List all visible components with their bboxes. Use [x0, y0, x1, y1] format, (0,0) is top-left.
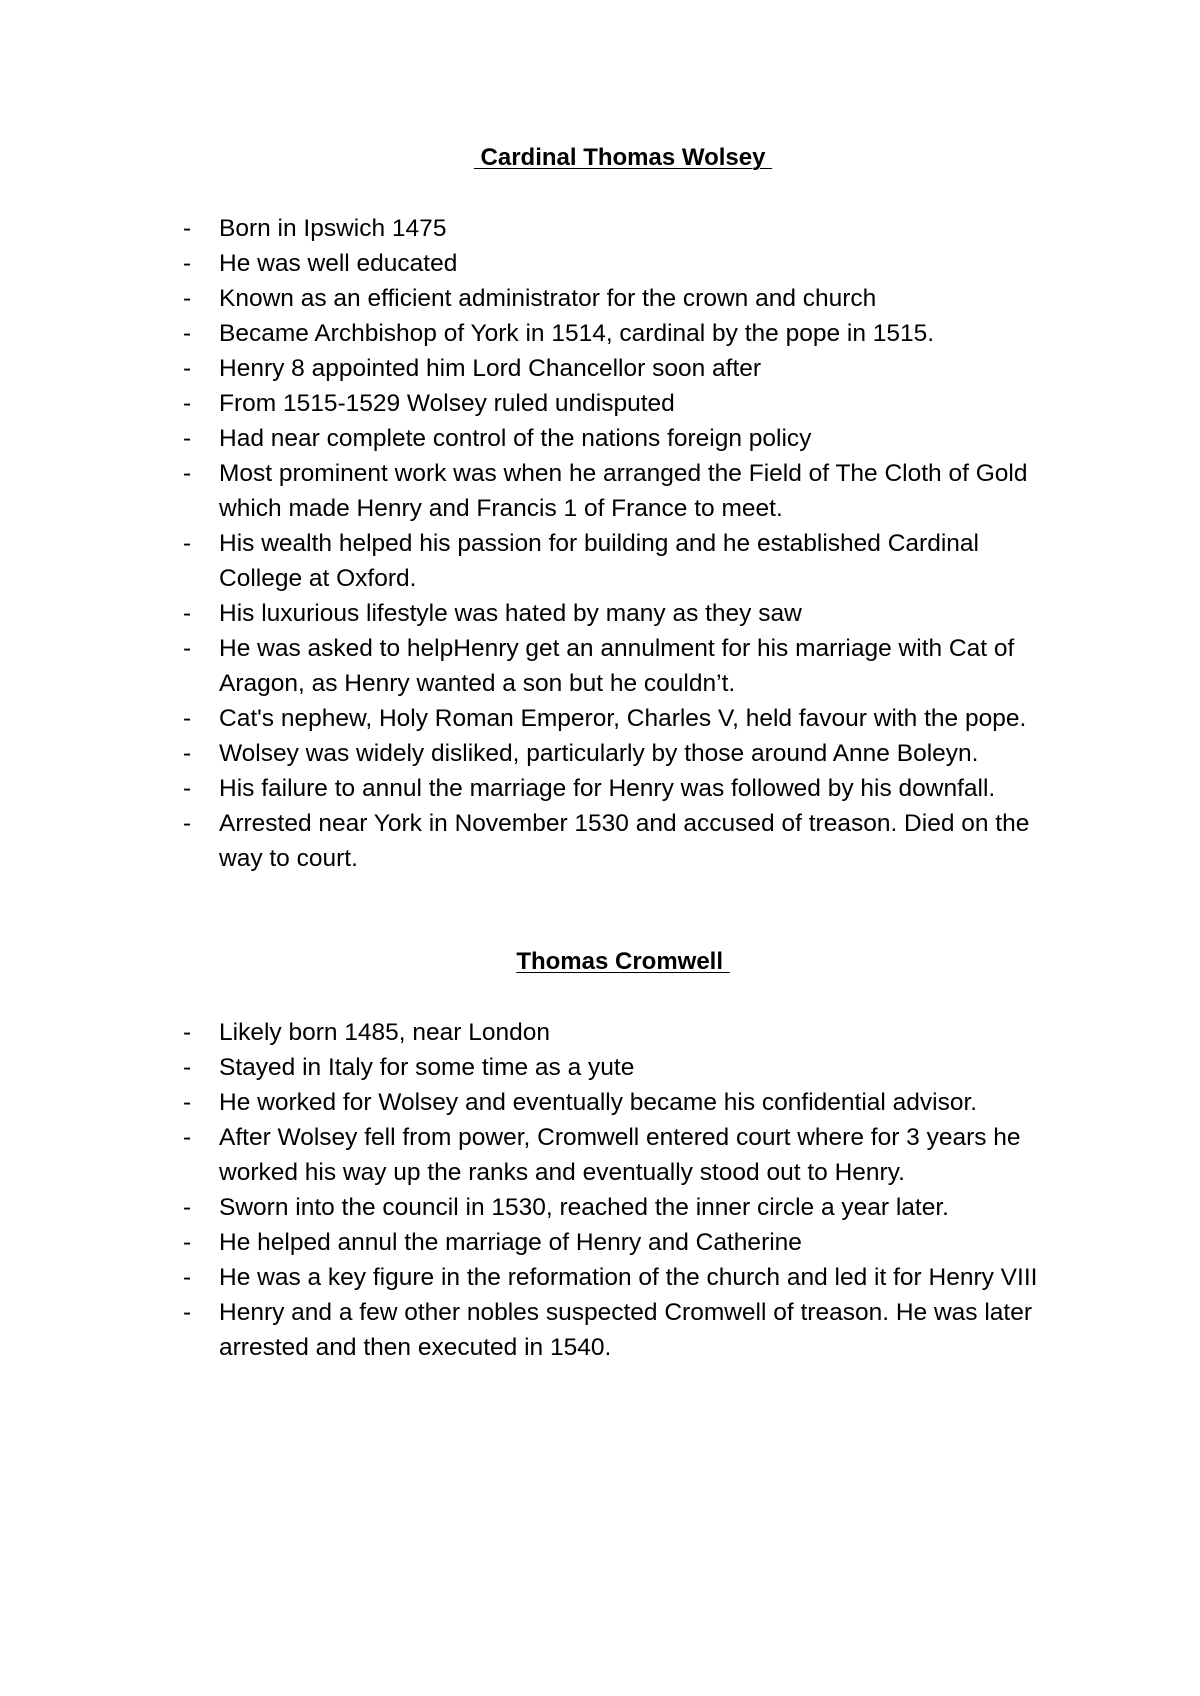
bullet-dash: -: [183, 1264, 192, 1291]
bullet-text: Known as an efficient administrator for the crown and church: [219, 285, 877, 312]
bullet-text: Wolsey was widely disliked, particularly by those around Anne Boleyn.: [219, 740, 979, 767]
bullet-item: [183, 1260, 1063, 1295]
bullet-text: Most prominent work was when he arranged the Field of The Cloth of Gold which made Henry and Francis 1 of France to meet.: [219, 460, 1028, 522]
bullet-text: Henry 8 appointed him Lord Chancellor soon after: [219, 355, 762, 382]
bullet-text: He helped annul the marriage of Henry and Catherine: [219, 1229, 802, 1256]
bullet-dash: -: [183, 425, 192, 452]
bullet-list: [183, 211, 1063, 876]
bullet-item: [183, 281, 1063, 316]
bullet-dash: -: [183, 460, 192, 487]
bullet-text: After Wolsey fell from power, Cromwell entered court where for 3 years he worked his way up the ranks and eventually stood out to Henry.: [219, 1124, 1021, 1186]
bullet-text: Had near complete control of the nations foreign policy: [219, 425, 812, 452]
bullet-text: From 1515-1529 Wolsey ruled undisputed: [219, 390, 675, 417]
bullet-dash: -: [183, 740, 192, 767]
bullet-item: [183, 736, 1063, 771]
bullet-dash: -: [183, 1089, 192, 1116]
bullet-dash: -: [183, 320, 192, 347]
bullet-dash: -: [183, 1299, 192, 1326]
bullet-dash: -: [183, 285, 192, 312]
bullet-dash: -: [183, 215, 192, 242]
bullet-text: Became Archbishop of York in 1514, cardinal by the pope in 1515.: [219, 320, 935, 347]
section-cromwell: [183, 947, 1063, 1365]
section-heading-text: Cardinal Thomas Wolsey: [473, 144, 773, 171]
bullet-dash: -: [183, 355, 192, 382]
bullet-item: [183, 596, 1063, 631]
bullet-text: He was a key figure in the reformation of the church and led it for Henry VIII: [219, 1264, 1038, 1291]
bullet-item: [183, 701, 1063, 736]
bullet-item: [183, 526, 1063, 596]
bullet-text: Likely born 1485, near London: [219, 1019, 551, 1046]
bullet-text: Arrested near York in November 1530 and accused of treason. Died on the way to court.: [219, 810, 1030, 872]
bullet-dash: -: [183, 1054, 192, 1081]
bullet-item: [183, 1295, 1063, 1365]
bullet-item: [183, 421, 1063, 456]
bullet-item: [183, 386, 1063, 421]
bullet-item: [183, 316, 1063, 351]
bullet-text: Cat's nephew, Holy Roman Emperor, Charles V, held favour with the pope.: [219, 705, 1027, 732]
bullet-item: [183, 1015, 1063, 1050]
bullet-item: [183, 351, 1063, 386]
bullet-text: Born in Ipswich 1475: [219, 215, 447, 242]
bullet-dash: -: [183, 1194, 192, 1221]
section-heading: [183, 143, 1063, 173]
bullet-dash: -: [183, 775, 192, 802]
bullet-dash: -: [183, 810, 192, 837]
bullet-text: Stayed in Italy for some time as a yute: [219, 1054, 635, 1081]
section-heading-text: Thomas Cromwell: [516, 948, 730, 975]
bullet-item: [183, 1085, 1063, 1120]
bullet-text: He was well educated: [219, 250, 458, 277]
bullet-dash: -: [183, 600, 192, 627]
bullet-item: [183, 1050, 1063, 1085]
bullet-item: [183, 211, 1063, 246]
bullet-item: [183, 1120, 1063, 1190]
bullet-text: His failure to annul the marriage for Henry was followed by his downfall.: [219, 775, 996, 802]
bullet-item: [183, 806, 1063, 876]
bullet-dash: -: [183, 705, 192, 732]
bullet-list: [183, 1015, 1063, 1365]
bullet-dash: -: [183, 1124, 192, 1151]
bullet-dash: -: [183, 1019, 192, 1046]
bullet-dash: -: [183, 1229, 192, 1256]
bullet-dash: -: [183, 530, 192, 557]
bullet-item: [183, 246, 1063, 281]
section-wolsey: [183, 143, 1063, 876]
bullet-text: Henry and a few other nobles suspected Cromwell of treason. He was later arrested and then executed in 1540.: [219, 1299, 1032, 1361]
bullet-item: [183, 1225, 1063, 1260]
bullet-item: [183, 1190, 1063, 1225]
section-heading: [183, 947, 1063, 977]
bullet-text: Sworn into the council in 1530, reached the inner circle a year later.: [219, 1194, 949, 1221]
bullet-text: His luxurious lifestyle was hated by many as they saw: [219, 600, 802, 627]
bullet-text: He worked for Wolsey and eventually became his confidential advisor.: [219, 1089, 978, 1116]
bullet-dash: -: [183, 635, 192, 662]
bullet-text: He was asked to helpHenry get an annulment for his marriage with Cat of Aragon, as Henry wanted a son but he couldn’t.: [219, 635, 1015, 697]
bullet-text: His wealth helped his passion for building and he established Cardinal College at Oxford.: [219, 530, 979, 592]
bullet-dash: -: [183, 390, 192, 417]
bullet-dash: -: [183, 250, 192, 277]
bullet-item: [183, 631, 1063, 701]
bullet-item: [183, 771, 1063, 806]
bullet-item: [183, 456, 1063, 526]
